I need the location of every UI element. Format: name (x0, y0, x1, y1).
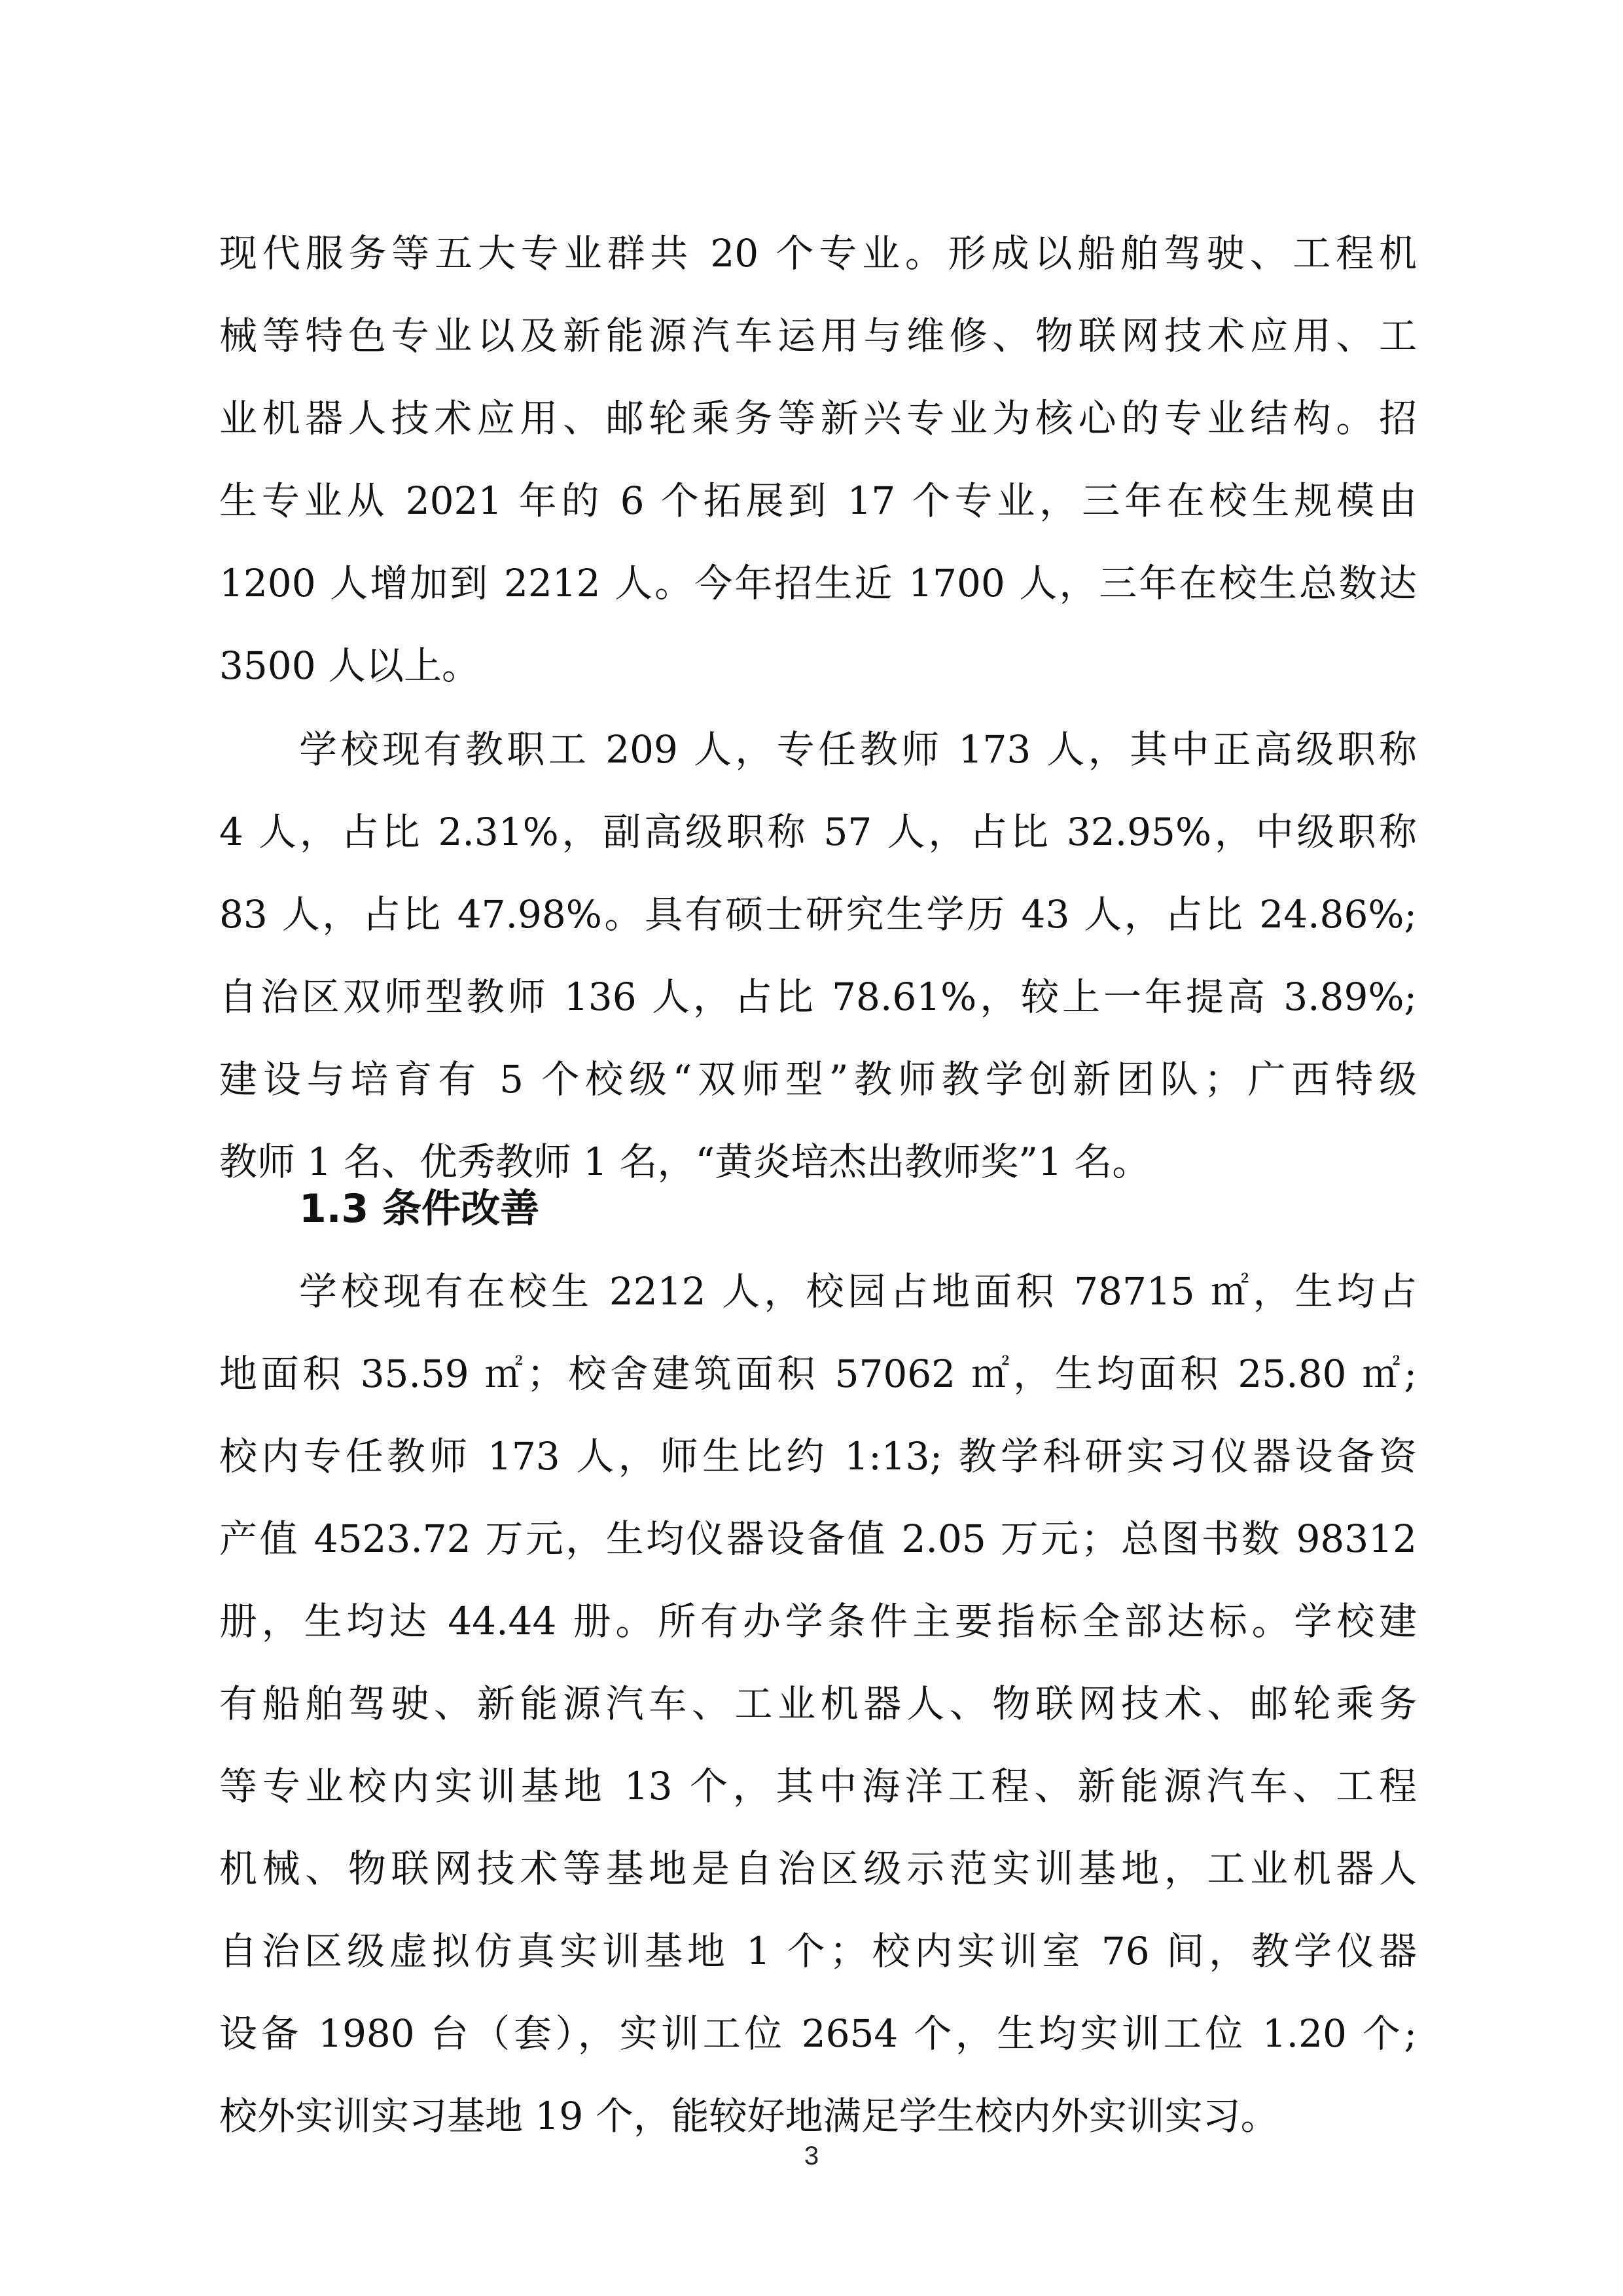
text-line: 册，生均达 44.44 册。所有办学条件主要指标全部达标。学校建 (219, 1599, 1417, 1643)
text-line: 有船舶驾驶、新能源汽车、工业机器人、物联网技术、邮轮乘务 (219, 1681, 1417, 1726)
text-line: 等专业校内实训基地 13 个，其中海洋工程、新能源汽车、工程 (219, 1764, 1417, 1808)
text-line: 4 人，占比 2.31%，副高级职称 57 人，占比 32.95%，中级职称 (219, 810, 1417, 854)
page-number: 3 (804, 2142, 819, 2170)
text-line: 自治区级虚拟仿真实训基地 1 个；校内实训室 76 间，教学仪器 (219, 1929, 1417, 1973)
text-line: 机械、物联网技术等基地是自治区级示范实训基地，工业机器人 (219, 1846, 1417, 1891)
paragraph-school-majors (219, 212, 1417, 707)
text-line: 教师 1 名、优秀教师 1 名，“黄炎培杰出教师奖”1 名。 (219, 1139, 1150, 1184)
text-line: 校外实训实习基地 19 个，能较好地满足学生校内外实训实习。 (219, 2094, 1279, 2138)
text-line: 产值 4523.72 万元，生均仪器设备值 2.05 万元；总图书数 98312 (219, 1516, 1417, 1561)
text-line: 自治区双师型教师 136 人，占比 78.61%，较上一年提高 3.89%; (219, 975, 1417, 1019)
text-line: 3500 人以上。 (219, 643, 480, 688)
text-line: 学校现有教职工 209 人，专任教师 173 人，其中正高级职称 (299, 727, 1417, 772)
text-line: 学校现有在校生 2212 人，校园占地面积 78715 ㎡，生均占 (299, 1269, 1417, 1314)
text-line: 生专业从 2021 年的 6 个拓展到 17 个专业，三年在校生规模由 (219, 478, 1417, 523)
paragraph-conditions (219, 1250, 1417, 2157)
text-line: 1200 人增加到 2212 人。今年招生近 1700 人，三年在校生总数达 (219, 561, 1417, 605)
text-line: 业机器人技术应用、邮轮乘务等新兴专业为核心的专业结构。招 (219, 396, 1417, 440)
text-line: 械等特色专业以及新能源汽车运用与维修、物联网技术应用、工 (219, 314, 1417, 358)
text-line: 建设与培育有 5 个校级“双师型”教师教学创新团队；广西特级 (219, 1057, 1417, 1102)
paragraph-teaching-staff (219, 708, 1417, 1203)
section-heading: 1.3 条件改善 (299, 1186, 540, 1232)
text-line: 83 人，占比 47.98%。具有硕士研究生学历 43 人，占比 24.86%; (219, 892, 1417, 937)
text-line: 现代服务等五大专业群共 20 个专业。形成以船舶驾驶、工程机 (219, 231, 1417, 276)
text-line: 校内专任教师 173 人，师生比约 1:13; 教学科研实习仪器设备资 (219, 1434, 1417, 1479)
text-line: 设备 1980 台（套），实训工位 2654 个，生均实训工位 1.20 个; (219, 2011, 1417, 2056)
text-line: 地面积 35.59 ㎡；校舍建筑面积 57062 ㎡，生均面积 25.80 ㎡; (219, 1352, 1417, 1396)
